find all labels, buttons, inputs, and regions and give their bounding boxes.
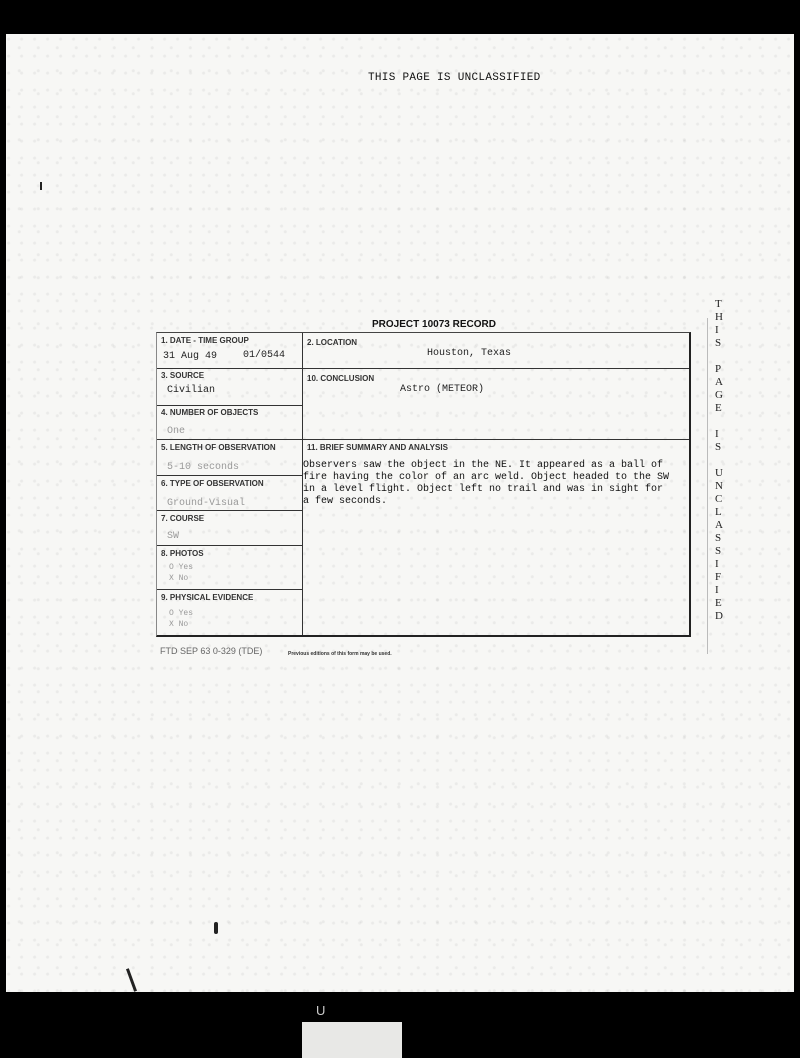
form-title: PROJECT 10073 RECORD xyxy=(372,319,496,330)
side-letter: S xyxy=(715,337,722,349)
conclusion-label: 10. CONCLUSION xyxy=(307,374,375,383)
course-value: SW xyxy=(167,531,180,542)
location-label: 2. LOCATION xyxy=(307,338,358,347)
source-value: Civilian xyxy=(167,385,216,396)
side-letter: I xyxy=(715,324,719,336)
next-page-scrap xyxy=(302,1022,402,1058)
row-divider xyxy=(157,545,302,546)
summary-text xyxy=(303,460,673,508)
side-letter: S xyxy=(715,441,722,453)
location-value: Houston, Texas xyxy=(427,348,512,359)
side-letter: S xyxy=(715,532,722,544)
time-value: 01/0544 xyxy=(243,350,286,361)
speck-mark xyxy=(40,182,42,190)
side-letter: A xyxy=(715,519,723,531)
side-letter: I xyxy=(715,584,719,596)
row-divider xyxy=(157,510,302,511)
side-letter: I xyxy=(715,558,719,570)
side-letter: E xyxy=(715,597,722,609)
conclusion-value: Astro (METEOR) xyxy=(400,384,485,395)
side-letter: E xyxy=(715,402,722,414)
row-divider xyxy=(157,589,302,590)
evidence-yes: O Yes xyxy=(169,609,194,618)
photos-label: 8. PHOTOS xyxy=(161,549,204,558)
length-label: 5. LENGTH OF OBSERVATION xyxy=(161,443,276,452)
objects-value: One xyxy=(167,426,186,437)
objects-label: 4. NUMBER OF OBJECTS xyxy=(161,408,259,417)
row-divider xyxy=(157,368,689,369)
record-form xyxy=(156,332,691,637)
course-label: 7. COURSE xyxy=(161,514,205,523)
length-value: 5-10 seconds xyxy=(167,462,240,473)
row-divider xyxy=(157,475,302,476)
side-letter: P xyxy=(715,363,722,375)
photos-yes: O Yes xyxy=(169,563,194,572)
form-number: FTD SEP 63 0-329 (TDE) xyxy=(160,646,263,656)
classification-banner: THIS PAGE IS UNCLASSIFIED xyxy=(368,72,541,84)
side-letter: I xyxy=(715,428,719,440)
side-letter: H xyxy=(715,311,723,323)
side-letter: A xyxy=(715,376,723,388)
date-label: 1. DATE - TIME GROUP xyxy=(161,336,249,345)
side-letter: G xyxy=(715,389,723,401)
date-value: 31 Aug 49 xyxy=(163,351,218,362)
side-letter: F xyxy=(715,571,722,583)
evidence-no: X No xyxy=(169,620,189,629)
summary-line: fire having the color of an arc weld. Object headed to the SW xyxy=(303,472,670,483)
source-label: 3. SOURCE xyxy=(161,371,205,380)
summary-label: 11. BRIEF SUMMARY AND ANALYSIS xyxy=(307,443,448,452)
side-letter: L xyxy=(715,506,722,518)
side-letter: U xyxy=(715,467,723,479)
side-letter: N xyxy=(715,480,723,492)
page-marker: U xyxy=(316,1003,326,1018)
form-footnote: Previous editions of this form may be used. xyxy=(288,651,392,657)
side-letter: C xyxy=(715,493,723,505)
speck-mark xyxy=(214,922,218,934)
summary-line: Observers saw the object in the NE. It appeared as a ball of xyxy=(303,460,664,471)
side-letter: T xyxy=(715,298,722,310)
summary-line: in a level flight. Object left no trail and was in sight for xyxy=(303,484,664,495)
evidence-label: 9. PHYSICAL EVIDENCE xyxy=(161,593,254,602)
photos-no: X No xyxy=(169,574,189,583)
row-divider xyxy=(157,439,689,440)
summary-line: a few seconds. xyxy=(303,496,388,507)
side-letter: D xyxy=(715,610,723,622)
side-letter: S xyxy=(715,545,722,557)
type-label: 6. TYPE OF OBSERVATION xyxy=(161,479,264,488)
stamp-edge xyxy=(707,318,708,654)
type-value: Ground-Visual xyxy=(167,498,246,509)
row-divider xyxy=(157,405,302,406)
